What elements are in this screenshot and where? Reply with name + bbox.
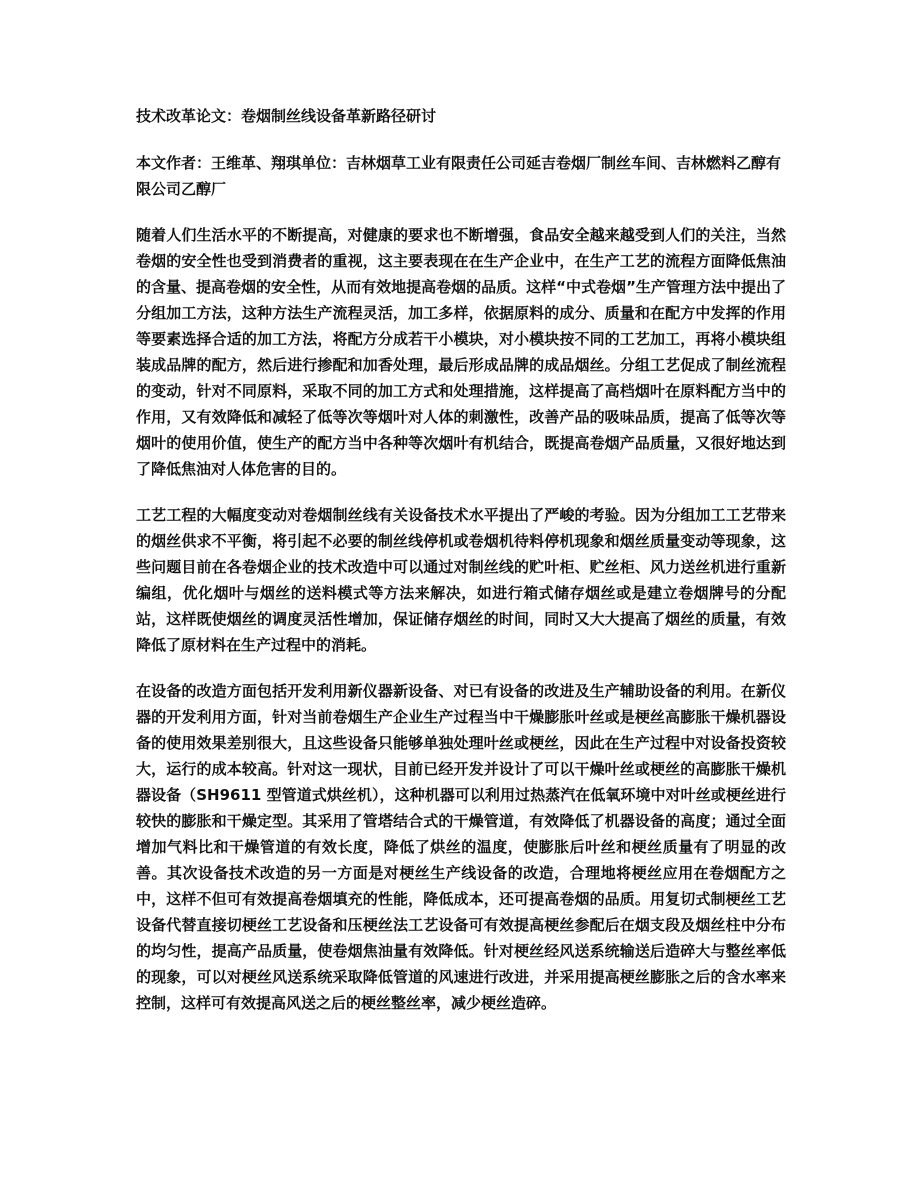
paragraph-3: 在设备的改造方面包括开发利用新仪器新设备、对已有设备的改进及生产辅助设备的利用。在新仪器的开发利用方面，针对当前卷烟生产企业生产过程当中干燥膨胀叶丝或是梗丝高膨胀干燥机器设备的使用效果差别很大，且这些设备只能够单独处理叶丝或梗丝，因此在生产过程中对设备投资较大，运行的成本较高。针对这一现状，目前已经开发并设计了可以干燥叶丝或梗丝的高膨胀干燥机器设备（SH9611 型管道式烘丝机），这种机器可以利用过热蒸汽在低氧环境中对叶丝或梗丝进行较快的膨胀和干燥定型。其采用了管塔结合式的干燥管道，有效降低了机器设备的高度；通过全面增加气料比和干燥管道的有效长度，降低了烘丝的温度，使膨胀后叶丝和梗丝质量有了明显的改善。其次设备技术改造的另一方面是对梗丝生产线设备的改造，合理地将梗丝应用在卷烟配方之中，这样不但可有效提高卷烟填充的性能，降低成本，还可提高卷烟的品质。用复切式制梗丝工艺设备代替直接切梗丝工艺设备和压梗丝法工艺设备可有效提高梗丝参配后在烟支段及烟丝柱中分布的均匀性，提高产品质量，使卷烟焦油量有效降低。针对梗丝经风送系统输送后造碎大与整丝率低的现象，可以对梗丝风送系统采取降低管道的风速进行改进，并采用提高梗丝膨胀之后的含水率来控制，这样可有效提高风送之后的梗丝整丝率，减少梗丝造碎。 <box>136 682 786 1012</box>
document-page <box>136 104 786 1036</box>
document-title: 技术改革论文：卷烟制丝线设备革新路径研讨 <box>136 107 437 125</box>
author-line: 本文作者：王维革、翔琪单位：吉林烟草工业有限责任公司延吉卷烟厂制丝车间、吉林燃料乙醇有限公司乙醇厂 <box>136 154 782 198</box>
paragraph-2: 工艺工程的大幅度变动对卷烟制丝线有关设备技术水平提出了严峻的考验。因为分组加工工艺带来的烟丝供求不平衡，将引起不必要的制丝线停机或卷烟机待料停机现象和烟丝质量变动等现象，这些问题目前在各卷烟企业的技术改造中可以通过对制丝线的贮叶柜、贮丝柜、风力送丝机进行重新编组，优化烟叶与烟丝的送料模式等方法来解决，如进行箱式储存烟丝或是建立卷烟牌号的分配站，这样既使烟丝的调度灵活性增加，保证储存烟丝的时间，同时又大大提高了烟丝的质量，有效降低了原材料在生产过程中的消耗。 <box>136 506 786 654</box>
paragraph-1: 随着人们生活水平的不断提高，对健康的要求也不断增强，食品安全越来越受到人们的关注，当然卷烟的安全性也受到消费者的重视，这主要表现在在生产企业中，在生产工艺的流程方面降低焦油的含量、提高卷烟的安全性，从而有效地提高卷烟的品质。这样“中式卷烟”生产管理方法中提出了分组加工方法，这种方法生产流程灵活，加工多样，依据原料的成分、质量和在配方中发挥的作用等要素选择合适的加工方法，将配方分成若干小模块，对小模块按不同的工艺加工，再将小模块组装成品牌的配方，然后进行掺配和加香处理，最后形成品牌的成品烟丝。分组工艺促成了制丝流程的变动，针对不同原料，采取不同的加工方式和处理措施，这样提高了高档烟叶在原料配方当中的作用，又有效降低和减轻了低等次等烟叶对人体的刺激性，改善产品的吸味品质，提高了低等次等烟叶的使用价值，使生产的配方当中各种等次烟叶有机结合，既提高卷烟产品质量，又很好地达到了降低焦油对人体危害的目的。 <box>136 226 786 478</box>
